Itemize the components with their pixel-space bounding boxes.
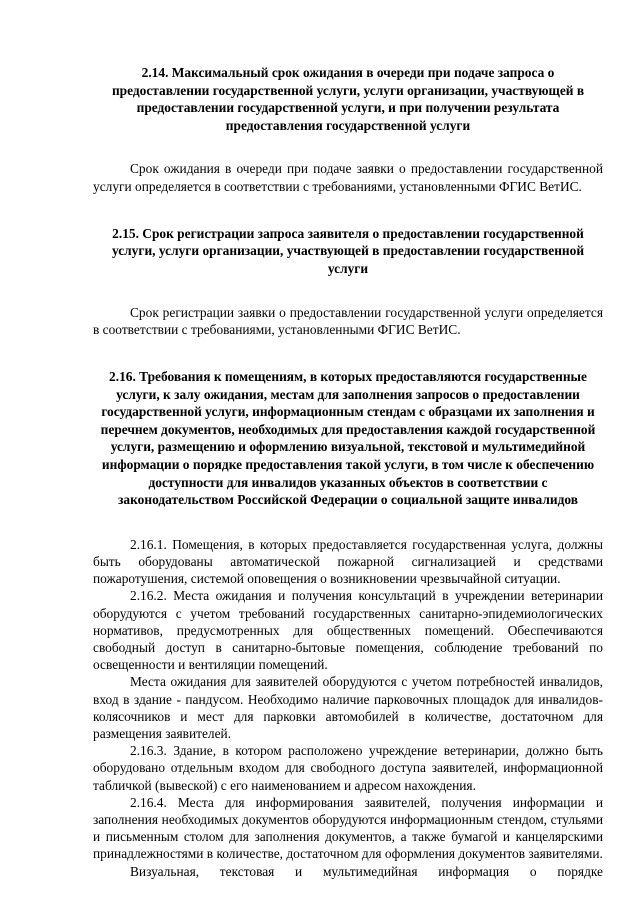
section-2-14-paragraph: Срок ожидания в очереди при подаче заявки о предоставлении государственной услуги определяется в соответствии с требованиями, установленными ФГИС ВетИС. <box>93 161 603 194</box>
document-page <box>93 64 603 880</box>
section-2-15-paragraph: Срок регистрации заявки о предоставлении государственной услуги определяется в соответствии с требованиями, установленными ФГИС ВетИС. <box>93 304 603 337</box>
paragraph-2-16-1: 2.16.1. Помещения, в которых предоставляется государственная услуга, должны быть оборудованы автоматической пожарной сигнализацией и средствами пожаротушения, системой оповещения о возникновении чрезвычайной ситуации. <box>93 536 603 587</box>
section-2-16-heading: 2.16. Требования к помещениям, в которых предоставляются государственные услуги, к залу ожидания, местам для заполнения запросов о предоставлении государственной услуги, информационным стендам с образцами их заполнения и перечнем документов, необходимых для предоставления каждой государственной услуги, размещению и оформлению визуальной, текстовой и мультимедийной информации о порядке предоставления такой услуги, в том числе к обеспечению доступности для инвалидов указанных объектов в соответствии с законодательством Российской Федерации о социальной защите инвалидов <box>100 368 596 508</box>
paragraph-2-16-2: 2.16.2. Места ожидания и получения консультаций в учреждении ветеринарии оборудуются с учетом требований государственных санитарно-эпидемиологических нормативов, предусмотренных для общественных помещений. Обеспечиваются свободный доступ в санитарно-бытовые помещения, соблюдение требований по освещенности и вентиляции помещений. <box>93 588 603 673</box>
section-2-14-heading: 2.14. Максимальный срок ожидания в очереди при подаче запроса о предоставлении государственной услуги, услуги организации, участвующей в предоставлении государственной услуги, и при получении результата предоставления государственной услуги <box>111 65 585 133</box>
paragraph-visual-info: Визуальная, текстовая и мультимедийная информация о порядке <box>130 863 603 879</box>
paragraph-2-16-4: 2.16.4. Места для информирования заявителей, получения информации и заполнения необходимых документов оборудуются информационным стендом, стульями и письменным столом для заполнения документов, а также бумагой и канцелярскими принадлежностями в количестве, достаточном для оформления документов заявителями. <box>93 794 603 862</box>
paragraph-2-16-3: 2.16.3. Здание, в котором расположено учреждение ветеринарии, должно быть оборудовано отдельным входом для свободного доступа заявителей, информационной табличкой (вывеской) с его наименованием и адресом нахождения. <box>93 743 603 793</box>
paragraph-disabled-access: Места ожидания для заявителей оборудуются с учетом потребностей инвалидов, вход в здание - пандусом. Необходимо наличие парковочных площадок для инвалидов-колясочников и мест для парковки автомобилей в количестве, достаточном для размещения заявителей. <box>93 674 603 741</box>
section-2-15-heading: 2.15. Срок регистрации запроса заявителя о предоставлении государственной услуги, услуги организации, участвующей в предоставлении государственной услуги <box>111 225 585 276</box>
